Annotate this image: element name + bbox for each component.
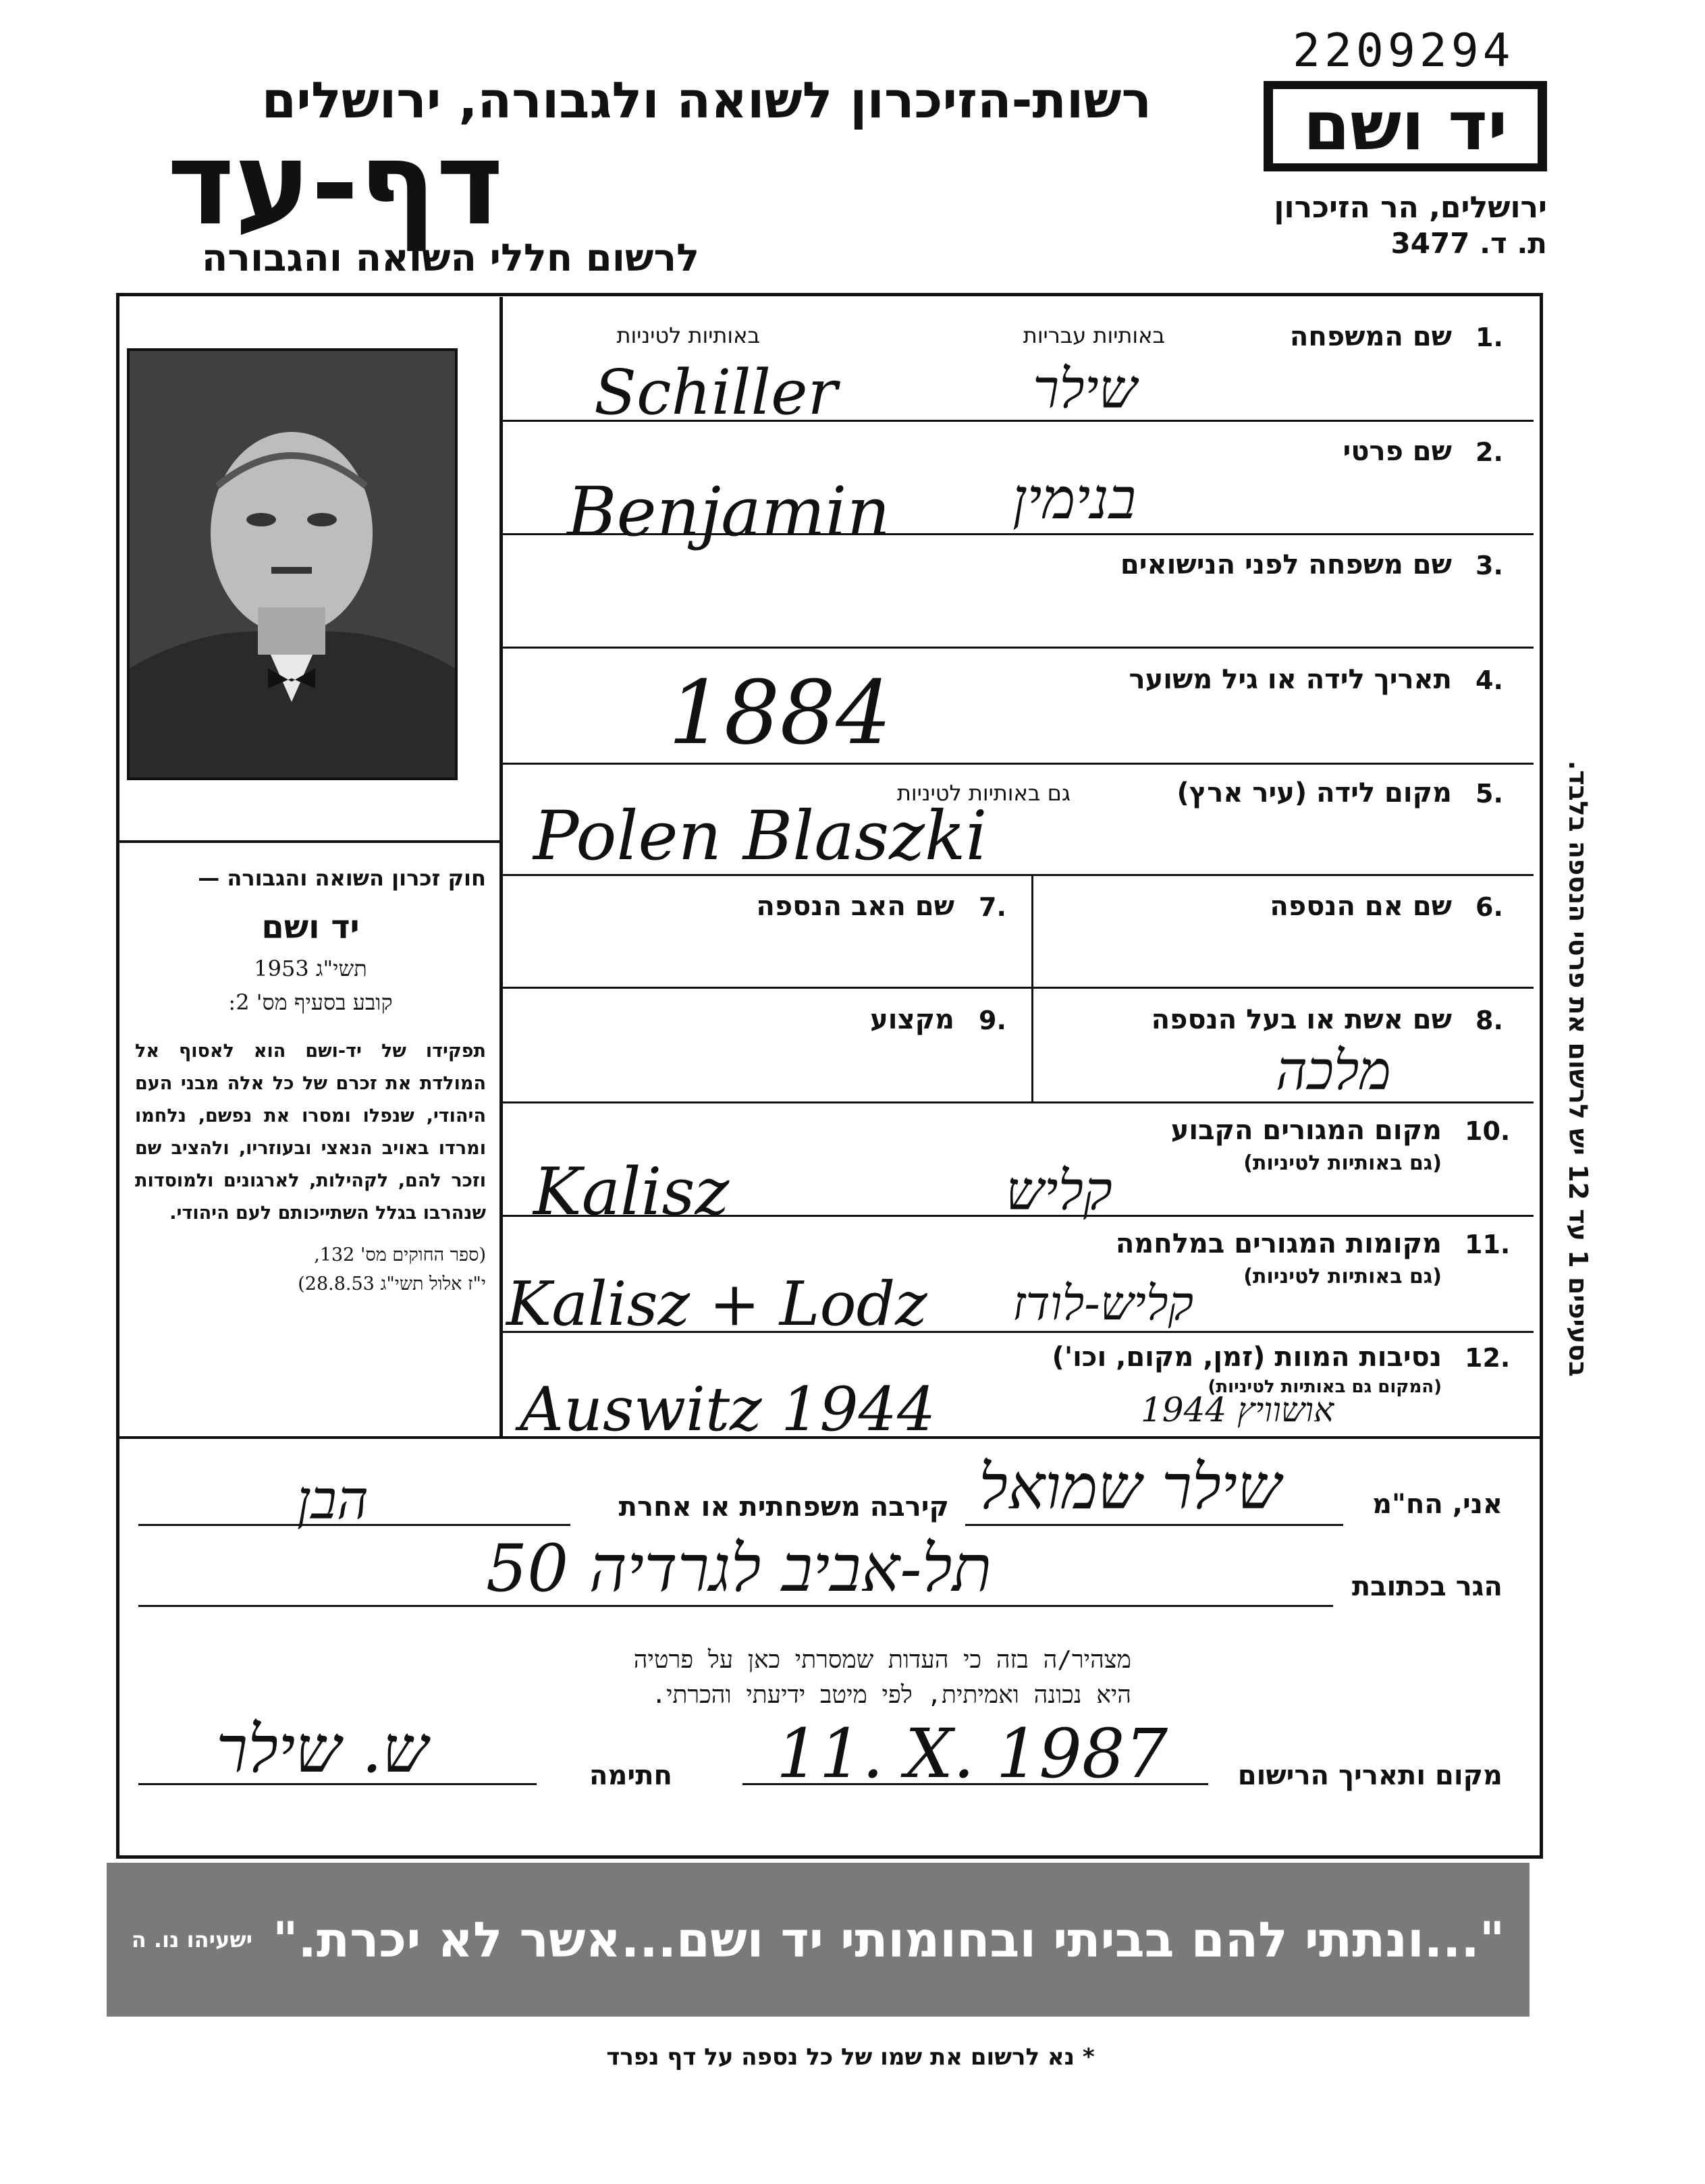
field-12-value: Auswitz 1944 [520,1374,936,1445]
field-6-number: 6. [1476,892,1503,922]
i-value-line [965,1524,1343,1526]
address-line1: ירושלים, הר הזיכרון [1274,190,1547,225]
field-5-number: 5. [1476,779,1503,809]
logo-text: יד ושם [1303,86,1508,165]
statement-line1: מצהיר/ה בזה כי העדות שמסרתי כאן על פרטיה [633,1646,1131,1674]
place-date-value: 11. X. 1987 [776,1714,1168,1793]
row-sep-6 [501,987,1534,989]
field-3-number: 3. [1476,551,1503,580]
field-6-label: שם אם הנספה [1270,891,1452,922]
field-1-hebrew-value: שילר [1033,358,1137,420]
field-11-number: 11. [1465,1230,1511,1259]
law-box [135,865,486,1294]
law-year: תשי"ג 1953 [254,956,367,981]
signature-label: חתימה [589,1760,672,1791]
declaration-i-label: אני, הח"מ [1372,1489,1503,1520]
place-date-label: מקום ותאריך הרישום [1237,1760,1503,1791]
relation-value: הבן [297,1469,369,1531]
field-1-latin-value: Schiller [594,356,838,429]
field-1-label: שם המשפחה [1289,321,1452,352]
field-12-hebrew-value: 1944 אושוויץ [1141,1390,1334,1429]
field-4-value: 1884 [668,661,892,764]
field-5-value: Polen Blaszki [533,796,987,875]
portrait-illustration [130,351,455,777]
field-4-number: 4. [1476,665,1503,695]
field-5-label: מקום לידה (עיר ארץ) [1176,777,1452,809]
law-source-date: י"ז אלול תשי"ג 28.8.53) [298,1274,486,1294]
law-source: (ספר החוקים מס' 132, [314,1245,486,1265]
field-12-number: 12. [1465,1343,1511,1373]
field-10-label: מקום המגורים הקבוע [1170,1115,1442,1146]
field-11-hebrew-value: קליש-לודז [1012,1276,1194,1331]
field-7-label: שם האב הנספה [756,891,954,922]
row-sep-3 [501,647,1534,649]
field-9-number: 9. [979,1006,1006,1035]
law-text: תפקידו של יד-ושם הוא לאסוף אל המולדת את זכרם של כל אלה מבני העם היהודי, שנפלו ומסרו את נפשם, נלחמו ומרדו באויב הנאצי ובעוזריו, ולהציב שם וזכר להם, לקהילות, לארגונים ולמוסדות שנהרבו בגלל השתייכותם לעם היהודי. [135,1041,486,1224]
header-latin-letters: באותיות לטיניות [616,323,760,348]
field-5-note: גם באותיות לטיניות [896,780,1071,806]
header-hebrew-letters: באותיות עבריות [1023,323,1165,348]
field-12-label: נסיבות המוות (זמן, מקום, וכו') [1052,1342,1442,1373]
law-heading: חוק זכרון השואה והגבורה — [198,865,486,891]
photo-column-divider [499,297,503,1438]
field-8-label: שם אשת או בעל הנספה [1151,1004,1452,1035]
field-10-hebrew-value: קליש [1006,1159,1112,1222]
mid-divider [1031,876,1033,1103]
field-4-label: תאריך לידה או גיל משוער [1129,664,1452,695]
field-11-label: מקומות המגורים במלחמה [1115,1228,1442,1259]
field-12-note: (המקום גם באותיות לטיניות) [1208,1377,1442,1397]
victim-photo [127,348,458,780]
record-number: 2209294 [1293,24,1515,78]
page-title: דף-עד [167,117,504,251]
statement-line2: היא נכונה ואמיתית, לפי מיטב ידיעתי והכרתי. [651,1681,1131,1709]
field-7-number: 7. [979,892,1006,922]
law-clause: קובע בסעיף מס' 2: [228,989,393,1015]
field-2-number: 2. [1476,437,1503,467]
field-11-latin-value: Kalisz + Lodz [506,1269,927,1340]
field-2-label: שם פרטי [1343,436,1452,467]
photo-box-bottom [119,840,501,843]
field-2-latin-value: Benjamin [567,472,890,551]
field-2-hebrew-value: בנימין [1012,466,1137,532]
declaration-i-value: שילר שמואל [979,1451,1282,1523]
address-value: תל-אביב לגרדיה 50 [486,1531,992,1606]
field-1-number: 1. [1476,323,1503,352]
footer-note: * נא לרשום את שמו של כל נספה על דף נפרד [606,2044,1095,2071]
signature-value: ש. שילר [216,1712,429,1787]
field-8-number: 8. [1476,1006,1503,1035]
banner-source: ישעיהו נו. ה [131,1927,253,1953]
banner-quote: "...ונתתי להם בביתי ובחומותי יד ושם...אשר לא יכרת." [273,1911,1505,1968]
field-8-value: מלכה [1276,1039,1391,1102]
subtitle: לרשום חללי השואה והגבורה [201,236,699,280]
field-10-number: 10. [1465,1116,1511,1146]
relation-label: קירבה משפחתית או אחרת [618,1492,949,1523]
row-sep-4 [501,763,1534,765]
law-name: יד ושם [261,908,360,946]
address-line2: ת. ד. 3477 [1390,227,1547,260]
address-label: הגר בכתובת [1351,1571,1503,1602]
field-9-label: מקצוע [870,1004,954,1035]
field-11-note: (גם באותיות לטיניות) [1243,1265,1442,1288]
field-10-latin-value: Kalisz [533,1154,730,1230]
authority-heading: רשות-הזיכרון לשואה ולגבורה, ירושלים [261,72,1152,130]
quote-banner [107,1863,1530,2017]
yad-vashem-logo [1264,81,1547,171]
field-3-label: שם משפחה לפני הנישואים [1120,549,1452,580]
side-note: בסעיפים 1 עד 12 יש לרשום את פרטי הנספה בלבד. [1563,760,1593,1377]
field-10-note: (גם באותיות לטיניות) [1243,1151,1442,1175]
